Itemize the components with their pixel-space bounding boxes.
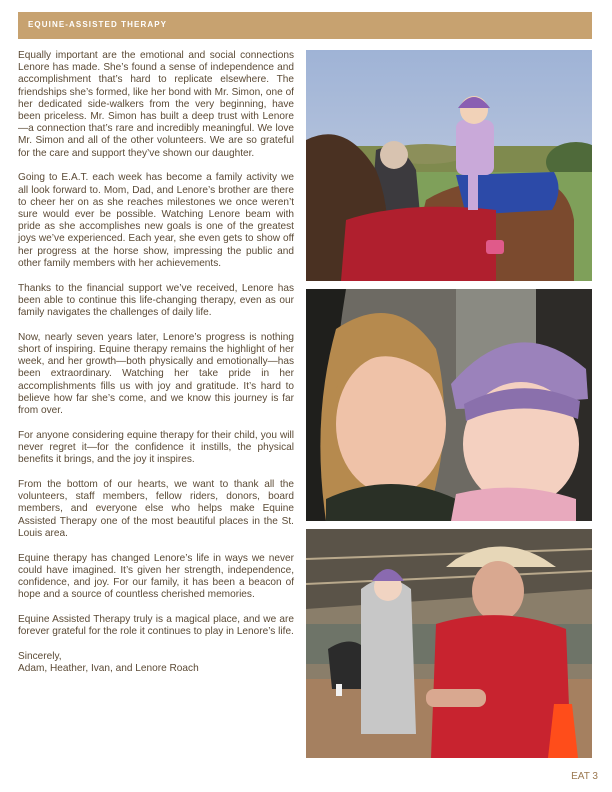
signoff: Sincerely, Adam, Heather, Ivan, and Lenore Roach	[18, 651, 199, 675]
photo-arena-volunteer	[306, 529, 592, 758]
article-body	[18, 50, 294, 675]
paragraph-financial-support: Thanks to the financial support we’ve received, Lenore has been able to continue this life-changing therapy, even as our family navigates the challenges of daily life.	[18, 282, 294, 319]
paragraph-family-activity: Going to E.A.T. each week has become a family activity we all look forward to. Mom, Dad, and Lenore’s brother are there to cheer her on as she reaches milestones we once weren’t sure would ever be possible. Watching Lenore beam with pride as she accomplishes new goals is one of the greatest joys we’ve experienced. Each year, she even gets to show off her progress at the horse show, impressing the public and other family members with her achievements.	[18, 172, 294, 269]
page-number: EAT 3	[571, 771, 598, 782]
section-title: EQUINE-ASSISTED THERAPY	[28, 20, 168, 29]
paragraph-connections: Equally important are the emotional and social connections Lenore has made. She’s found a sense of independence and accomplishment that’s hard to replicate elsewhere. The friendships she’s formed, like her bond with Mr. Simon, one of her dedicated side-walkers from the very beginning, have been priceless. Mr. Simon has built a deep trust with Lenore—a connection that’s rare and incredibly meaningful. We love Mr. Simon and all of the other volunteers. We are so grateful for the care and support they’ve shown our daughter.	[18, 50, 294, 159]
paragraph-changed-life: Equine therapy has changed Lenore’s life in ways we never could have imagined. It’s given her strength, independence, confidence, and joy. For our family, it has been a beacon of hope and a source of countless cherished memories.	[18, 552, 294, 601]
signers: Adam, Heather, Ivan, and Lenore Roach	[18, 663, 199, 675]
paragraph-magical-place: Equine Assisted Therapy truly is a magical place, and we are forever grateful for the role it continues to play in Lenore’s life.	[18, 614, 294, 638]
paragraph-thanks: From the bottom of our hearts, we want to thank all the volunteers, staff members, fellow riders, donors, board members, and everyone else who helps make Equine Assisted Therapy one of the most beautiful places in the St. Louis area.	[18, 479, 294, 539]
paragraph-considering: For anyone considering equine therapy for their child, you will never regret it—for the confidence it instills, the physical benefits it brings, and the joy it inspires.	[18, 429, 294, 466]
photo-selfie	[306, 289, 592, 521]
photo-horse-riding	[306, 50, 592, 281]
section-banner	[18, 12, 592, 39]
paragraph-progress: Now, nearly seven years later, Lenore’s progress is nothing short of inspiring. Equine therapy remains the highlight of her week, and her growth—both physically and emotionally—has been extraordinary. Watching her take pride in her accomplishments fills us with joy and gratitude. It’s hard to believe how far she’s come, and we know this journey is far from over.	[18, 331, 294, 417]
